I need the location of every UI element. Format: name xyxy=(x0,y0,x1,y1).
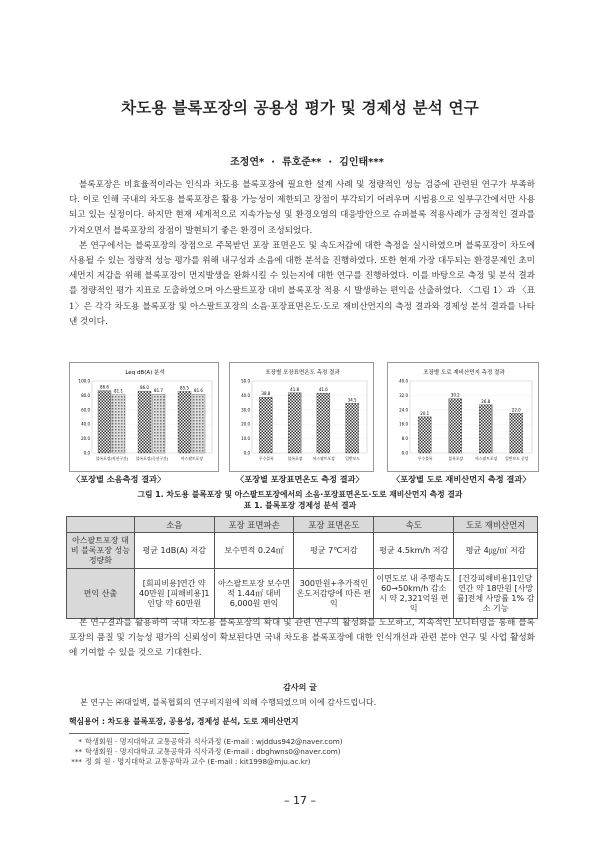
data-label: 85.5 xyxy=(180,385,189,391)
bar xyxy=(152,394,165,453)
table-cell: 평균 4㎍/㎥ 저감 xyxy=(454,533,538,569)
bar xyxy=(98,391,111,453)
temperature-chart xyxy=(229,362,374,472)
y-tick-label: 50.0 xyxy=(241,378,250,384)
chart-caption-noise: 〈포장별 소음측정 결과〉 xyxy=(72,474,166,484)
y-tick-label: 32.0 xyxy=(399,392,408,398)
data-label: 41.8 xyxy=(290,386,300,392)
abstract-body xyxy=(69,178,535,330)
chart-title: 포장별 포장표면온도 측정 결과 xyxy=(265,370,340,376)
conclusion-body xyxy=(69,616,535,662)
y-tick-label: 60.0 xyxy=(81,407,90,413)
author-3: 김인태*** xyxy=(339,157,384,168)
data-label: 26.8 xyxy=(481,398,491,404)
footnote xyxy=(69,737,343,747)
page-number: – 17 – xyxy=(284,794,316,807)
x-tick-label: 블록포장 xyxy=(287,456,303,461)
data-label: 81.6 xyxy=(194,388,203,394)
chart-title: Leq dB(A) 분석 xyxy=(125,370,165,376)
y-tick-label: 10.0 xyxy=(241,436,250,442)
table-cell: 평균 7℃저감 xyxy=(294,533,374,569)
author-line xyxy=(230,153,530,168)
x-tick-label: 블록포장(곡선구간) xyxy=(135,456,169,461)
table-header-cell xyxy=(67,517,135,533)
footnote-text: 학생회원 · 명지대학교 교통공학과 석사과정 (E-mail : dbghwns0@naver.com) xyxy=(85,747,341,756)
author-2: 류호준** xyxy=(281,157,322,168)
data-label: 38.8 xyxy=(261,391,271,397)
y-tick-label: 30.0 xyxy=(241,407,250,413)
data-label: 81.1 xyxy=(114,388,123,394)
x-tick-label: 투수블록 xyxy=(259,456,274,461)
y-tick-label: 40.0 xyxy=(81,421,90,427)
acknowledgement-text: 본 연구는 ㈜대일벽, 블록협회의 연구비지원에 의해 수행되었으며 이에 감사드립니다. xyxy=(80,698,377,707)
footnote-text: 정 회 원 · 명지대학교 교통공학과 교수 (E-mail : kit1998@mju.ac.kr) xyxy=(85,757,311,766)
x-tick-label: 일반보도 중앙 xyxy=(505,456,529,461)
bar xyxy=(479,405,492,453)
bar xyxy=(178,391,191,453)
footnote-mark: ** xyxy=(74,747,82,756)
footnote xyxy=(69,747,343,757)
data-label: 41.6 xyxy=(318,387,328,393)
table-header-cell: 포장 표면파손 xyxy=(214,517,294,533)
x-tick-label: 아스팔트포장 xyxy=(180,456,204,461)
chart-caption-temperature: 〈포장별 포장표면온도 측정 결과〉 xyxy=(236,474,364,484)
table-caption: 표 1. 블록포장 경제성 분석 결과 xyxy=(243,501,357,510)
y-tick-label: 80.0 xyxy=(81,392,90,398)
economic-analysis-table xyxy=(66,516,538,619)
y-tick-label: 20.0 xyxy=(81,436,90,442)
data-label: 22.0 xyxy=(511,407,521,413)
y-tick-label: 24.0 xyxy=(399,407,408,413)
table-cell: [건강피해비용]1인당 연간 약 18만원 [사망률]전체 사망률 1% 감소 기능 xyxy=(454,569,538,619)
bar xyxy=(288,393,301,453)
x-tick-label: 블록포장 xyxy=(448,456,464,461)
bar xyxy=(418,417,431,453)
bar xyxy=(138,391,151,453)
y-tick-label: 16.0 xyxy=(399,421,408,427)
table-cell: [회피비용]연간 약 40만원 [피해비용]1인당 약 60만원 xyxy=(134,569,214,619)
acknowledgement-title: 감사의 글 xyxy=(283,683,317,692)
table-header-cell: 도로 재비산먼지 xyxy=(454,517,538,533)
y-tick-label: 40.0 xyxy=(399,378,408,384)
y-tick-label: 20.0 xyxy=(241,421,250,427)
bar xyxy=(112,395,125,453)
data-label: 20.1 xyxy=(420,410,430,416)
row-label: 편익 산출 xyxy=(67,569,135,619)
footnote-divider xyxy=(69,733,189,734)
dust-chart-svg xyxy=(388,363,540,473)
x-tick-label: 아스팔트포장 xyxy=(475,456,498,461)
noise-chart xyxy=(69,362,219,472)
paragraph-1: 블록포장은 비효율적이라는 인식과 차도용 블록포장에 필요한 설계 사례 및 정량적인 성능 검증에 관련된 연구가 부족하다. 이로 인해 국내의 차도용 블록포장은 활용 가능성이 제한되고 장점이 부각되기 어려우며 시범용으로 일부구간에서만 사용되고 있는 실정이다. 하지만 현재 세계적으로 지속가능성 및 환경오염의 대응방안으로 슈퍼블록 적용사례가 긍정적인 결과를 가져오면서 블록포장의 장점이 발현되기 좋은 환경이 조성되었다. xyxy=(69,180,535,236)
table-cell: 평균 1dB(A) 저감 xyxy=(134,533,214,569)
figure-1-charts xyxy=(69,362,539,472)
author-separator: · xyxy=(328,157,333,168)
footnote-text: 학생회원 · 명지대학교 교통공학과 석사과정 (E-mail : wjddus942@naver.com) xyxy=(85,737,343,746)
y-tick-label: 0.0 xyxy=(243,450,250,456)
keywords: 핵심용어 : 차도용 블록포장, 공용성, 경제성 분석, 도로 재비산먼지 xyxy=(69,717,299,726)
data-label: 34.5 xyxy=(347,397,357,403)
bar xyxy=(317,393,330,453)
y-tick-label: 8.0 xyxy=(401,436,408,442)
table-cell: 보수면적 0.24㎡ xyxy=(214,533,294,569)
table-row xyxy=(67,533,538,569)
paragraph-3: 본 연구결과를 활용하여 국내 차도용 블록포장의 확대 및 관련 연구의 활성화를 도모하고, 지속적인 모니터링을 통해 블록포장의 품질 및 기능성 평가의 신뢰성이 확보된다면 국내 차도용 블록포장에 대한 인식개선과 관련 분야 연구 및 사업 활성화에 기여할 수 있을 것으로 기대한다. xyxy=(69,618,535,659)
row-label: 아스팔트포장 대비 블록포장 성능 정량화 xyxy=(67,533,135,569)
chart-caption-dust: 〈포장별 도로 재비산먼지 측정 결과〉 xyxy=(392,474,531,484)
dust-chart xyxy=(387,362,539,472)
data-label: 81.7 xyxy=(154,388,163,394)
bar xyxy=(259,397,272,453)
table-header-cell: 포장 표면온도 xyxy=(294,517,374,533)
author-separator: · xyxy=(271,157,275,168)
x-tick-label: 투수블록 xyxy=(417,456,433,461)
temperature-chart-svg xyxy=(230,363,375,473)
data-label: 86.6 xyxy=(100,384,109,390)
bar xyxy=(449,399,462,453)
y-tick-label: 0.0 xyxy=(401,450,408,456)
table-header-row xyxy=(67,517,538,533)
footnote-mark: * xyxy=(78,737,82,746)
table-header-cell: 속도 xyxy=(374,517,454,533)
x-tick-label: 일반보도 xyxy=(345,456,360,461)
table-cell: 평균 4.5km/h 저감 xyxy=(374,533,454,569)
figure-caption: 그림 1. 차도용 블록포장 및 아스팔트포장에서의 소음·포장표면온도·도로 재비산먼지 측정 결과 xyxy=(137,490,463,499)
table-header-cell: 소음 xyxy=(134,517,214,533)
noise-chart-svg xyxy=(70,363,220,473)
bar xyxy=(510,413,523,453)
bar xyxy=(192,394,205,453)
table-cell: 300만원+추가적인 온도저감량에 따른 편익 xyxy=(294,569,374,619)
paragraph-2: 본 연구에서는 블록포장의 장점으로 주목받던 포장 표면온도 및 속도저감에 대한 측정을 실시하였으며 블록포장이 차도에 사용될 수 있는 정량적 성능 평가를 위해 내구성과 소음에 대한 분석을 진행하였다. 또한 현재 가장 대두되는 환경문제인 초미세먼지 저감을 위해 블록포장이 먼지발생을 완화시킬 수 있는지에 대한 연구를 진행하였다. 이를 바탕으로 측정 및 분석 결과를 정량적인 평가 지표로 도출하였으며 아스팔트포장 대비 블록포장 적용 시 발생하는 편익을 산출하였다. 〈그림 1〉과 〈표 1〉은 각각 차도용 블록포장 및 아스팔트포장의 소음·포장표면온도·도로 재비산먼지의 측정 결과와 경제성 분석 결과를 나타낸 것이다. xyxy=(69,240,535,327)
x-tick-label: 블록포장(직선구간) xyxy=(95,456,129,461)
table-row xyxy=(67,569,538,619)
footnote-mark: *** xyxy=(71,757,82,766)
chart-title: 포장별 도로 재비산먼지 측정 결과 xyxy=(423,370,505,376)
paper-title: 차도용 블록포장의 공용성 평가 및 경제성 분석 연구 xyxy=(121,99,479,117)
x-tick-label: 아스팔트포장 xyxy=(312,456,335,461)
footnotes xyxy=(69,737,343,767)
bar xyxy=(346,403,359,453)
data-label: 86.0 xyxy=(140,385,149,391)
table-cell: 아스팔트포장 보수면적 1.44㎡ 대비 6,000원 편익 xyxy=(214,569,294,619)
y-tick-label: 100.0 xyxy=(78,378,90,384)
y-tick-label: 40.0 xyxy=(241,392,250,398)
table-cell: 이면도로 내 주행속도 60→50km/h 감소 시 약 2,321억원 편익 xyxy=(374,569,454,619)
footnote xyxy=(69,757,343,767)
data-label: 30.2 xyxy=(450,392,460,398)
y-tick-label: 0.0 xyxy=(83,450,90,456)
author-1: 조정연* xyxy=(230,157,265,168)
